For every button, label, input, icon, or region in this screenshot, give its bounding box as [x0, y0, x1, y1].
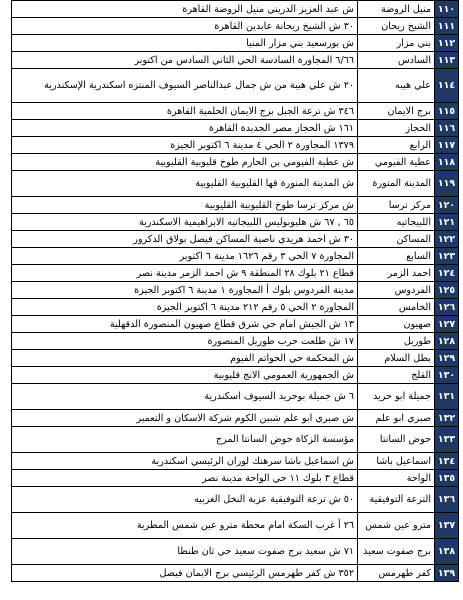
row-number: ١٣٨	[435, 539, 459, 565]
table-row	[12, 470, 459, 487]
row-number: ١٣٢	[435, 410, 459, 427]
branch-address: ٦/٦٦ المجاورة السادسة الحي الثاني السادس من اكتوبر	[12, 52, 358, 69]
branch-name: بطل السلام	[358, 350, 435, 367]
branch-name: علي هيبه	[358, 69, 435, 103]
branch-address: ٢٠ ش علي هيبة من ش جمال عبدالناصر السيوف المنتزه اسكندرية الإسكندرية	[12, 69, 358, 103]
row-number: ١٢٦	[435, 299, 459, 316]
branch-name: احمد الزمر	[358, 265, 435, 282]
row-number: ١٢٧	[435, 316, 459, 333]
table-row	[12, 120, 459, 137]
branch-address: مدينة الفردوس بلوك أ المجاورة ١ مدينة ٦ اكتوبر الجيزة	[12, 282, 358, 299]
branch-name: اسماعيل باشا	[358, 453, 435, 470]
table-row	[12, 137, 459, 154]
branch-name: القلج	[358, 367, 435, 384]
branch-address: ١٣٧٩ المجاورة ٢ الحي ٤ مدينة ٦ اكتوبر الجيزة	[12, 137, 358, 154]
row-number: ١٣٧	[435, 513, 459, 539]
table-row	[12, 231, 459, 248]
branch-address: قطاع ٣ بلوك ١١ حي الواحة مدينة نصر	[12, 470, 358, 487]
row-number: ١٢١	[435, 214, 459, 231]
table-row	[12, 410, 459, 427]
table-row	[12, 333, 459, 350]
row-number: ١٣١	[435, 384, 459, 410]
branch-address: ٢٦ أ غرب السكة امام محطة مترو عين شمس المطرية	[12, 513, 358, 539]
row-number: ١٢٣	[435, 248, 459, 265]
branch-address: ش مركز ترسا طوخ القليوبية القليوبية	[12, 197, 358, 214]
row-number: ١٢٤	[435, 265, 459, 282]
branch-address: ش المدينة المنورة قها القليوبية القليوبية	[12, 171, 358, 197]
table-row	[12, 350, 459, 367]
row-number: ١٢٠	[435, 197, 459, 214]
branch-name: طوريل	[358, 333, 435, 350]
row-number: ١٢٨	[435, 333, 459, 350]
branch-name: السادس	[358, 52, 435, 69]
branch-address: ٥٠ ش ترعة التوفيقية عزبة النخل الغربيه	[12, 487, 358, 513]
branch-name: برج الايمان	[358, 103, 435, 120]
row-number: ١٣٩	[435, 565, 459, 582]
branch-address: ٦٥ , ٦٧ ش هليوبوليس اللبيجاتيه الابراهيمية الاسكندرية	[12, 214, 358, 231]
table-row	[12, 565, 459, 582]
branch-name: عطية الفيومي	[358, 154, 435, 171]
branch-address: ١٦١ ش الحجاز مصر الجديدة القاهرة	[12, 120, 358, 137]
table-row	[12, 18, 459, 35]
table-row	[12, 487, 459, 513]
table-row	[12, 197, 459, 214]
table-row	[12, 539, 459, 565]
branch-name: صبري ابو علم	[358, 410, 435, 427]
table-row	[12, 103, 459, 120]
branch-address: ٣٠ ش الشيخ ريحانة عابدين القاهرة	[12, 18, 358, 35]
branch-address: مؤسسة الزكاة حوض السانتا المرج	[12, 427, 358, 453]
table-row	[12, 154, 459, 171]
branch-name: كفر طهرمس	[358, 565, 435, 582]
table-body	[12, 1, 459, 582]
row-number: ١١٥	[435, 103, 459, 120]
branch-address: ٣٠ ش احمد هريدي ناصية المساكن فيصل بولاق الدكرور	[12, 231, 358, 248]
table-row	[12, 453, 459, 470]
branch-name: مترو عين شمس	[358, 513, 435, 539]
branch-name: برج صفوت سعيد	[358, 539, 435, 565]
branch-name: المساكن	[358, 231, 435, 248]
table-row	[12, 282, 459, 299]
table-row	[12, 248, 459, 265]
branch-name: بني مزار	[358, 35, 435, 52]
row-number: ١١٤	[435, 69, 459, 103]
table-row	[12, 265, 459, 282]
branch-address: ٧١ ش سعيد برج صفوت سعيد حي ثان طنطا	[12, 539, 358, 565]
branch-address: ش المحكمة حي الحواتم الفيوم	[12, 350, 358, 367]
row-number: ١١٣	[435, 52, 459, 69]
branch-name: جميلة ابو حريد	[358, 384, 435, 410]
branch-name: مركز ترسا	[358, 197, 435, 214]
branch-address-table	[11, 0, 459, 598]
table-row	[12, 427, 459, 453]
branch-address: ٣٤٦ ش ترعة الجبل برج الايمان الحلمية القاهرة	[12, 103, 358, 120]
branch-address: ش اسماعيل باشا سرهنك لوران الرئيسي اسكندرية	[12, 453, 358, 470]
table-row	[12, 1, 459, 18]
branch-address: ش عبد العزيز الدريني منيل الروضة القاهرة	[12, 1, 358, 18]
branch-name: الترعة التوفيقية	[358, 487, 435, 513]
row-number: ١٣٤	[435, 453, 459, 470]
row-number: ١١٧	[435, 137, 459, 154]
table-row	[12, 316, 459, 333]
row-number: ١٢٩	[435, 350, 459, 367]
address-table	[11, 0, 459, 582]
branch-name: صهيون	[358, 316, 435, 333]
branch-address: المجاورة ٧ الحي ٣ رقم ١٦٢٦ مدينة ٦ اكتوبر	[12, 248, 358, 265]
row-number: ١٣٣	[435, 427, 459, 453]
branch-address: ش الجمهورية العمومي الانج قليوبية	[12, 367, 358, 384]
table-row	[12, 299, 459, 316]
branch-address: ٣٥٢ ش كفر طهرمس الرئيسي برج الايمان فيصل	[12, 565, 358, 582]
branch-name: الرابع	[358, 137, 435, 154]
branch-address: ش صبري ابو علم شبين الكوم شركة الاسكان و التعمير	[12, 410, 358, 427]
branch-name: الحجاز	[358, 120, 435, 137]
branch-address: المجاورة ٢ الحي ٥ رقم ٢١٢ مدينة ٦ اكتوبر الجيزة	[12, 299, 358, 316]
row-number: ١٣٦	[435, 487, 459, 513]
table-row	[12, 52, 459, 69]
branch-name: المدينة المنورة	[358, 171, 435, 197]
table-row	[12, 384, 459, 410]
branch-name: الفردوس	[358, 282, 435, 299]
table-row	[12, 69, 459, 103]
row-number: ١٢٥	[435, 282, 459, 299]
branch-address: ١٧ ش طلعت حرب طوريل المنصورة	[12, 333, 358, 350]
table-row	[12, 171, 459, 197]
row-number: ١٢٢	[435, 231, 459, 248]
branch-address: ١٣ ش الجيش امام حي شرق قطاع صهيون المنصورة الدقهلية	[12, 316, 358, 333]
table-row	[12, 367, 459, 384]
branch-name: الواحة	[358, 470, 435, 487]
branch-name: الشيخ ريحان	[358, 18, 435, 35]
branch-address: ٦ ش جميلة بوحريد السيوف اسكندرية	[12, 384, 358, 410]
table-row	[12, 214, 459, 231]
row-number: ١٣٠	[435, 367, 459, 384]
row-number: ١١٢	[435, 35, 459, 52]
branch-address: ش عطية الفيومي بن الحازم طوخ قليوبية القليوبية	[12, 154, 358, 171]
table-row	[12, 513, 459, 539]
row-number: ١١٠	[435, 1, 459, 18]
row-number: ١١٦	[435, 120, 459, 137]
table-row	[12, 35, 459, 52]
branch-name: اللبيجاتيه	[358, 214, 435, 231]
row-number: ١١٨	[435, 154, 459, 171]
branch-name: السابع	[358, 248, 435, 265]
branch-name: حوض السانتا	[358, 427, 435, 453]
row-number: ١١١	[435, 18, 459, 35]
branch-address: ش بورسعيد بني مزار المنيا	[12, 35, 358, 52]
row-number: ١٣٥	[435, 470, 459, 487]
row-number: ١١٩	[435, 171, 459, 197]
branch-name: منيل الروضة	[358, 1, 435, 18]
branch-name: الخامس	[358, 299, 435, 316]
branch-address: قطاع ٢١ بلوك ٢٨ المنطقة ٩ ش احمد الزمر مدينة نصر	[12, 265, 358, 282]
